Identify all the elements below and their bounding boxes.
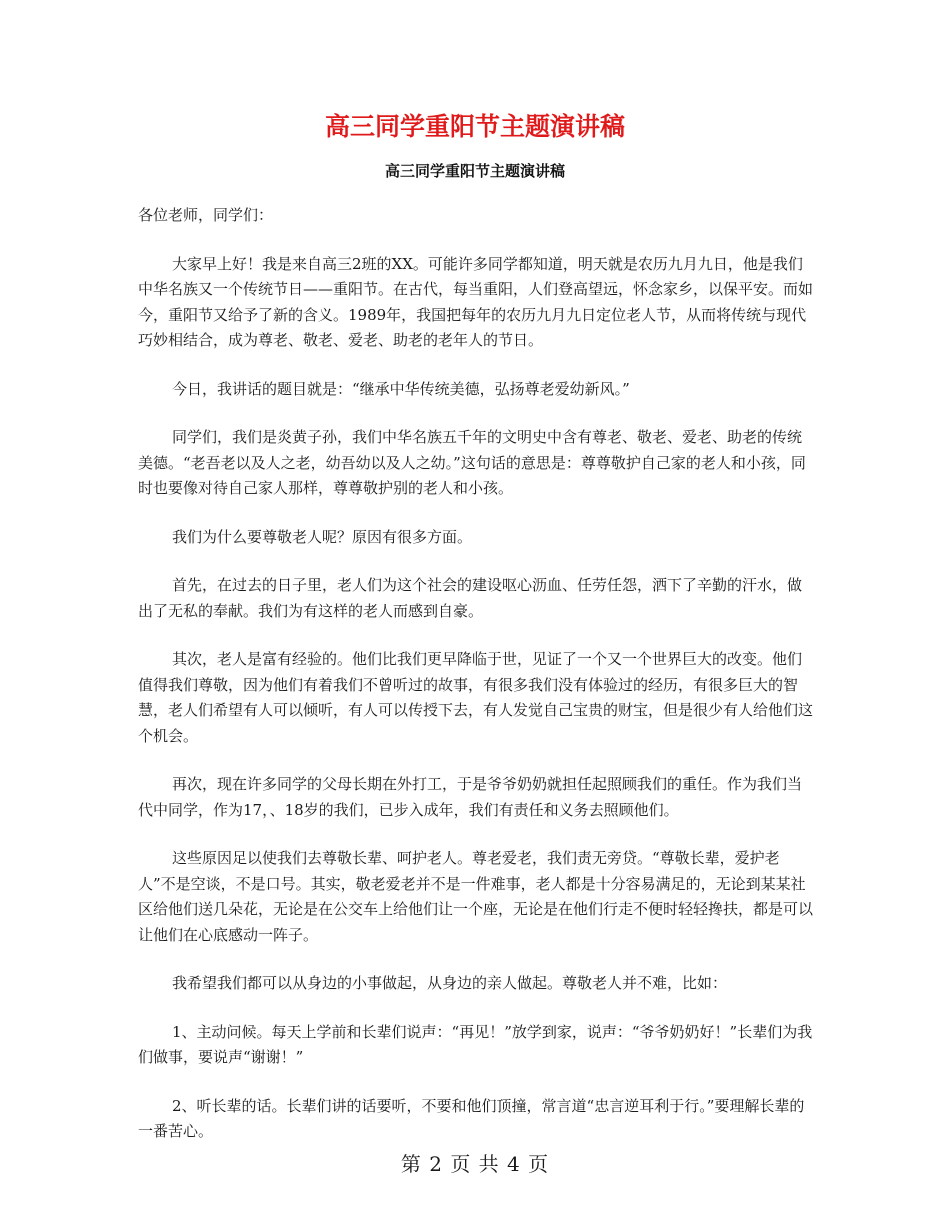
paragraph: 今日，我讲话的题目就是：“继承中华传统美德，弘扬尊老爱幼新风。” (172, 379, 630, 398)
page-footer: 第 2 页 共 4 页 (400, 1152, 550, 1176)
paragraph: 1、主动问候。每天上学前和长辈们说声：“再见！”放学到家，说声：“爷爷奶奶好！”长辈们为我们做事，要说声“谢谢！” (138, 1022, 813, 1066)
paragraph: 同学们，我们是炎黄子孙，我们中华名族五千年的文明史中含有尊老、敬老、爱老、助老的传统美德。“老吾老以及人之老，幼吾幼以及人之幼。”这句话的意思是：尊尊敬护自己家的老人和小孩，同时也要像对待自己家人那样，尊尊敬护别的老人和小孩。 (138, 428, 806, 497)
paragraph: 再次，现在许多同学的父母长期在外打工，于是爷爷奶奶就担任起照顾我们的重任。作为我们当代中同学，作为17，、18岁的我们，已步入成年，我们有责任和义务去照顾他们。 (138, 775, 803, 819)
paragraph: 我们为什么要尊敬老人呢？原因有很多方面。 (172, 527, 473, 546)
paragraph: 其次，老人是富有经验的。他们比我们更早降临于世，见证了一个又一个世界巨大的改变。他们值得我们尊敬，因为他们有着我们不曾听过的故事，有很多我们没有体验过的经历，有很多巨大的智慧，老人们希望有人可以倾听，有人可以传授下去，有人发觉自己宝贵的财宝，但是很少有人给他们这个机会。 (138, 650, 814, 745)
paragraph: 首先，在过去的日子里，老人们为这个社会的建设呕心沥血、任劳任怨，洒下了辛勤的汗水，做出了无私的奉献。我们为有这样的老人而感到自豪。 (138, 576, 803, 620)
paragraph: 2、听长辈的话。长辈们讲的话要听，不要和他们顶撞，常言道“忠言逆耳利于行。”要理解长辈的一番苦心。 (138, 1096, 805, 1140)
document-body (138, 203, 814, 1168)
document-subtitle: 高三同学重阳节主题演讲稿 (384, 162, 565, 180)
paragraph: 我希望我们都可以从身边的小事做起，从身边的亲人做起。尊敬老人并不难，比如： (172, 974, 728, 992)
document-title: 高三同学重阳节主题演讲稿 (324, 112, 625, 141)
paragraph: 这些原因足以使我们去尊敬长辈、呵护老人。尊老爱老，我们责无旁贷。“尊敬长辈，爱护老人”不是空谈，不是口号。其实，敬老爱老并不是一件难事，老人都是十分容易满足的，无论到某某社区给他们送几朵花，无论是在公交车上给他们让一个座，无论是在他们行走不便时轻轻搀扶，都是可以让他们在心底感动一阵子。 (138, 849, 814, 944)
salutation: 各位老师，同学们： (138, 206, 274, 224)
paragraph: 大家早上好！我是来自高三2班的XX。可能许多同学都知道，明天就是农历九月九日，他是我们中华名族又一个传统节日——重阳节。在古代，每当重阳，人们登高望远，怀念家乡，以保平安。而如今，重阳节又给予了新的含义。1989年，我国把每年的农历九月九日定位老人节，从而将传统与现代巧妙相结合，成为尊老、敬老、爱老、助老的老年人的节日。 (138, 254, 814, 349)
